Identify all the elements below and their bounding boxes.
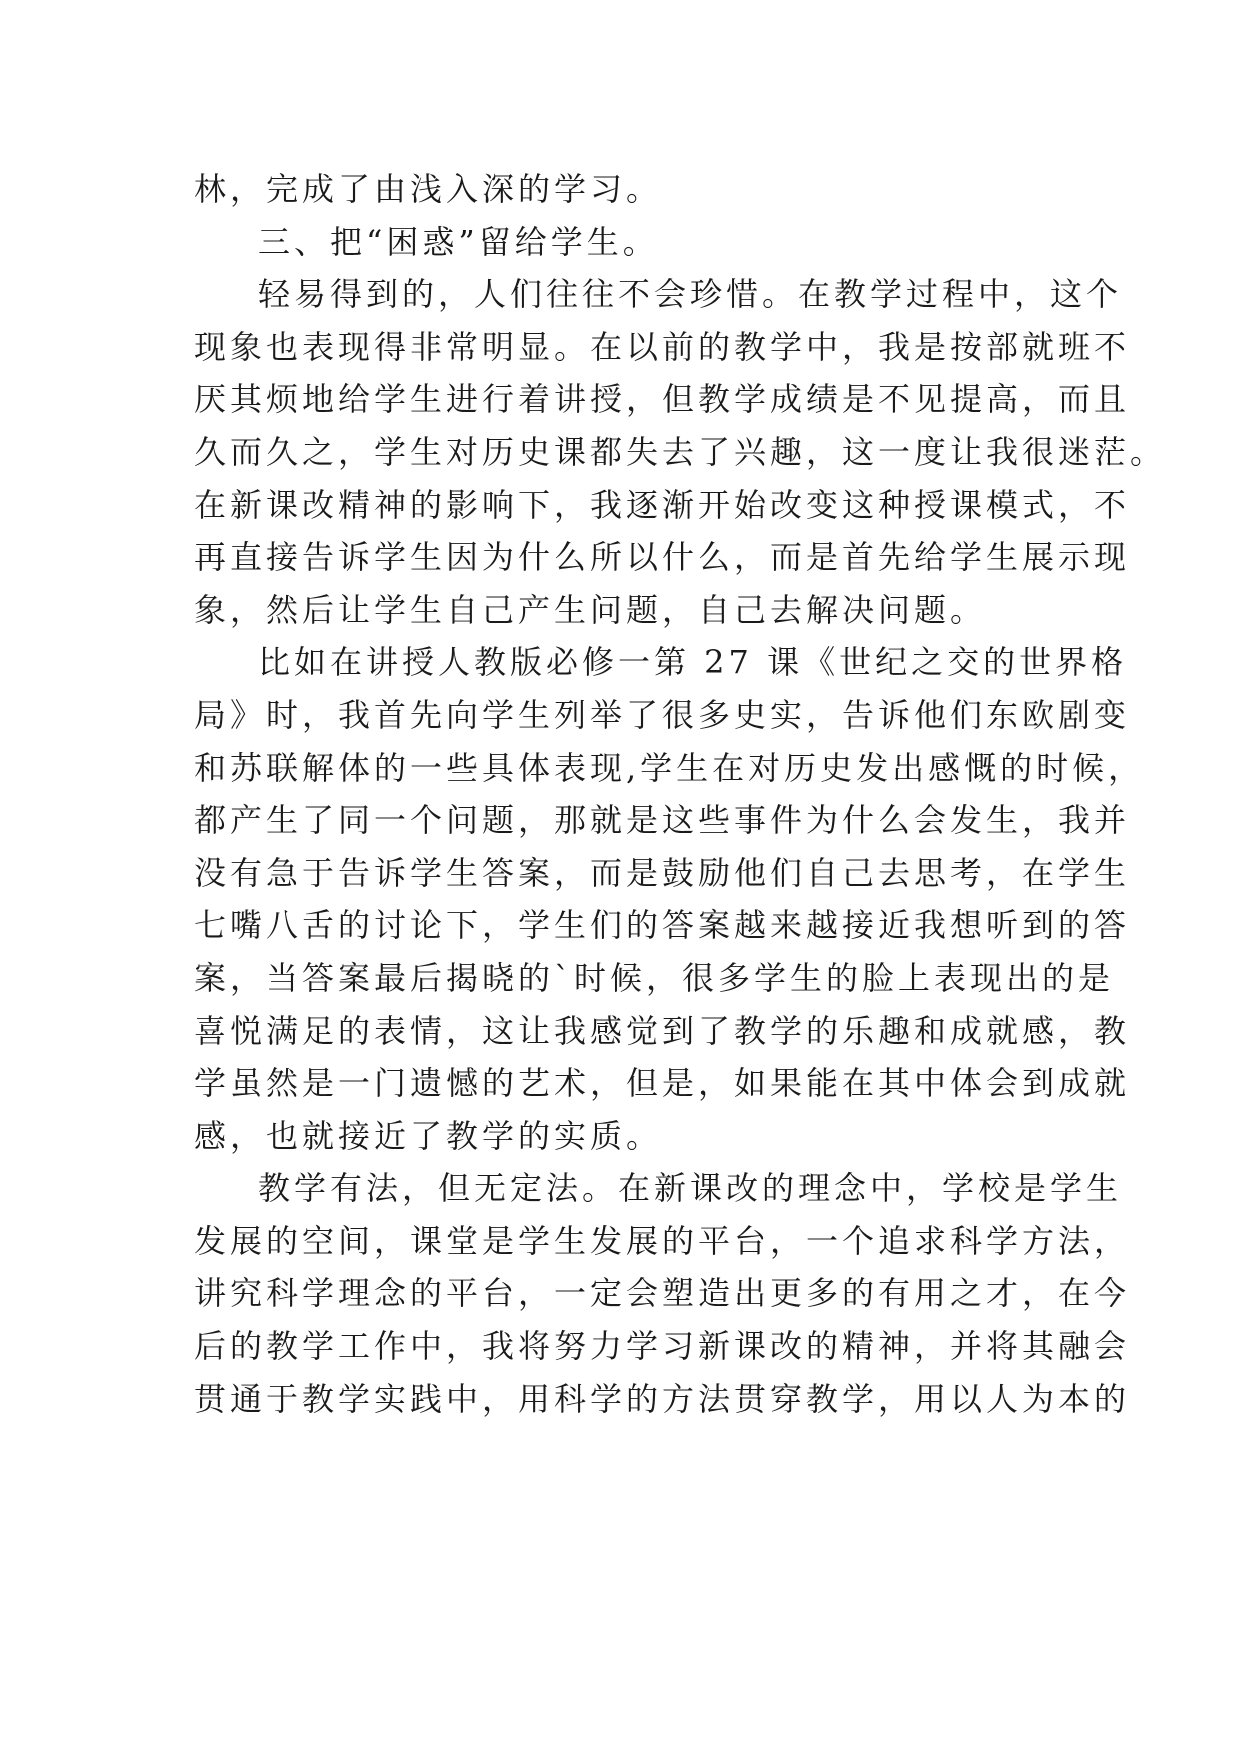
text-line: 喜悦满足的表情，这让我感觉到了教学的乐趣和成就感，教 <box>194 1011 1131 1050</box>
text-line: 再直接告诉学生因为什么所以什么，而是首先给学生展示现 <box>194 538 1131 577</box>
text-line: 久而久之，学生对历史课都失去了兴趣，这一度让我很迷茫。 <box>194 432 1167 471</box>
text-line: 三、把“困惑”留给学生。 <box>258 222 659 261</box>
text-line: 七嘴八舌的讨论下，学生们的答案越来越接近我想听到的答 <box>194 906 1131 945</box>
text-line: 比如在讲授人教版必修一第 27 课《世纪之交的世界格 <box>258 643 1128 682</box>
text-line: 案，当答案最后揭晓的`时候，很多学生的脸上表现出的是 <box>194 958 1115 997</box>
text-line: 局》时，我首先向学生列举了很多史实，告诉他们东欧剧变 <box>194 695 1131 734</box>
text-line: 教学有法，但无定法。在新课改的理念中，学校是学生 <box>258 1169 1123 1208</box>
text-line: 厌其烦地给学生进行着讲授，但教学成绩是不见提高，而且 <box>194 380 1131 419</box>
text-line: 后的教学工作中，我将努力学习新课改的精神，并将其融会 <box>194 1327 1131 1366</box>
text-line: 都产生了同一个问题，那就是这些事件为什么会发生，我并 <box>194 801 1131 840</box>
text-line: 讲究科学理念的平台，一定会塑造出更多的有用之才，在今 <box>194 1274 1131 1313</box>
text-line: 贯通于教学实践中，用科学的方法贯穿教学，用以人为本的 <box>194 1379 1131 1418</box>
text-line: 没有急于告诉学生答案，而是鼓励他们自己去思考，在学生 <box>194 853 1131 892</box>
text-line: 轻易得到的，人们往往不会珍惜。在教学过程中，这个 <box>258 275 1123 314</box>
text-line: 象，然后让学生自己产生问题，自己去解决问题。 <box>194 590 987 629</box>
text-line: 林，完成了由浅入深的学习。 <box>194 170 663 208</box>
text-line: 在新课改精神的影响下，我逐渐开始改变这种授课模式，不 <box>194 485 1131 524</box>
text-line: 现象也表现得非常明显。在以前的教学中，我是按部就班不 <box>194 327 1131 366</box>
text-line: 学虽然是一门遗憾的艺术，但是，如果能在其中体会到成就 <box>194 1064 1131 1103</box>
text-line: 和苏联解体的一些具体表现,学生在对历史发出感慨的时候， <box>194 748 1145 787</box>
text-line: 发展的空间，课堂是学生发展的平台，一个追求科学方法， <box>194 1221 1131 1260</box>
text-line: 感，也就接近了教学的实质。 <box>194 1116 663 1155</box>
document-body-text <box>194 163 1167 1425</box>
